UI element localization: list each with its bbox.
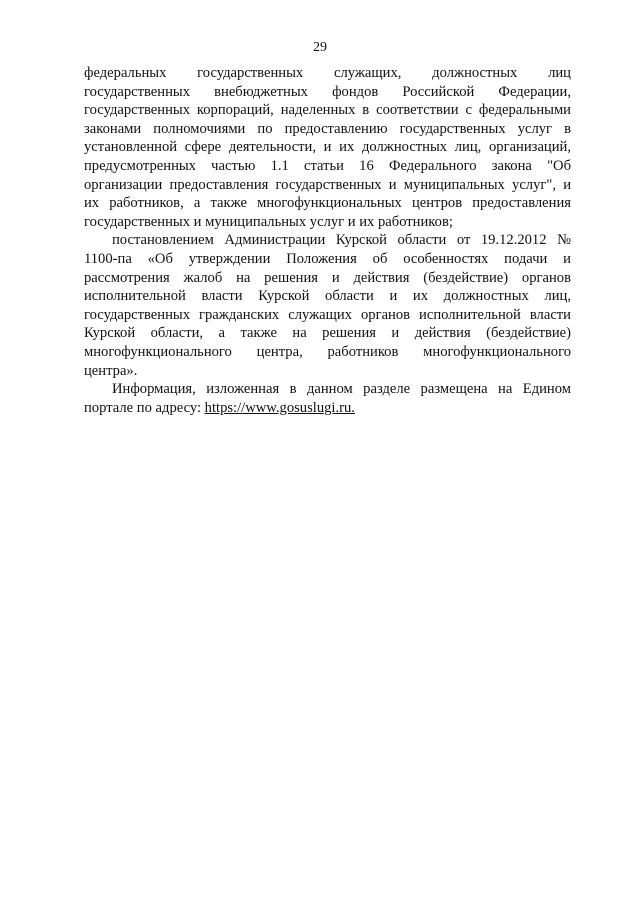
- text-line: их работников, а также многофункциональных центров предоставления: [84, 195, 571, 212]
- page-number: 29: [313, 40, 327, 55]
- text-line: предусмотренных частью 1.1 статьи 16 Федерального закона "Об: [84, 157, 571, 174]
- text-line: федеральных государственных служащих, должностных лиц: [84, 65, 571, 81]
- text-line: организации предоставления государственных и муниципальных услуг", и: [84, 176, 571, 193]
- text-line-final: [84, 399, 571, 418]
- text-line: 1100-па «Об утверждении Положения об особенностях подачи и: [84, 250, 571, 267]
- text-line: многофункционального центра, работников многофункционального: [84, 343, 571, 360]
- document-body: [84, 64, 571, 417]
- text-line: исполнительной власти Курской области и их должностных лиц,: [84, 288, 571, 305]
- text-line: Информация, изложенная в данном разделе размещена на Едином: [112, 381, 571, 398]
- portal-link[interactable]: https://www.gosuslugi.ru.: [204, 399, 355, 416]
- text-line: центра».: [84, 362, 138, 379]
- text-line: государственных внебюджетных фондов Российской Федерации,: [84, 83, 571, 100]
- text-line: рассмотрения жалоб на решения и действия (бездействие) органов: [84, 269, 571, 286]
- text-line: государственных корпораций, наделенных в соответствии с федеральными: [84, 102, 571, 119]
- text-line: государственных и муниципальных услуг и их работников;: [84, 213, 453, 230]
- text-line: установленной сфере деятельности, и их должностных лиц, организаций,: [84, 139, 571, 156]
- text-line: постановлением Администрации Курской области от 19.12.2012 №: [112, 232, 571, 249]
- text-line: законами полномочиями по предоставлению государственных услуг в: [84, 120, 571, 137]
- text-line: государственных гражданских служащих органов исполнительной власти: [84, 306, 571, 323]
- portal-prefix: портале по адресу:: [84, 399, 205, 416]
- text-line: Курской области, а также на решения и действия (бездействие): [84, 325, 571, 342]
